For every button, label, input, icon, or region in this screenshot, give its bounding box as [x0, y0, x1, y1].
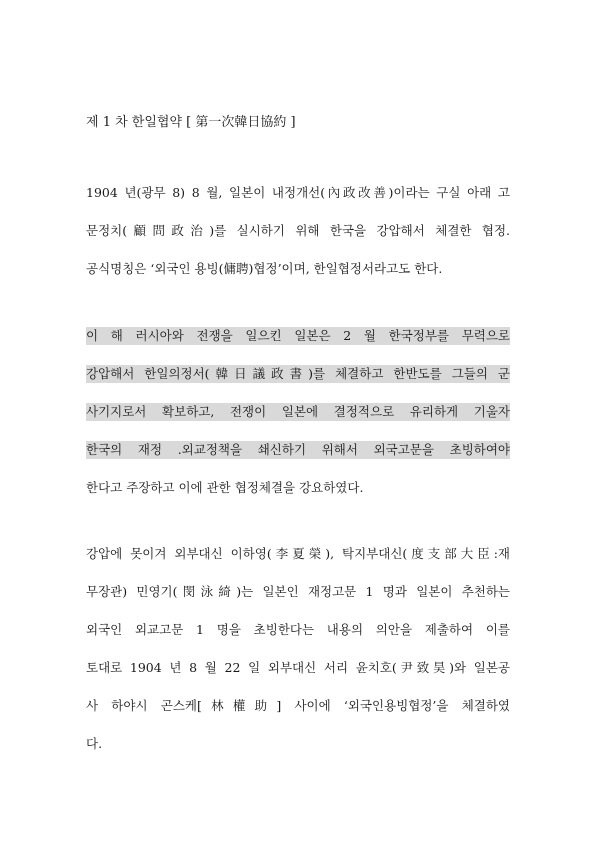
paragraph-1	[86, 184, 510, 298]
highlighted-line: 사기지로서 확보하고, 전쟁이 일본에 결정적으로 유리하게 기울자	[86, 404, 510, 419]
paragraph-line: 강압에 못이겨 외부대신 이하영(李夏榮), 탁지부대신(度支部大臣:재	[86, 546, 510, 561]
paragraph-3	[86, 545, 510, 773]
paragraph-line: 1904 년(광무 8) 8 월, 일본이 내정개선(內政改善)이라는 구실 아래 고	[86, 185, 510, 200]
paragraph-line: 문정치(顧問政治)를 실시하기 위해 한국을 강압해서 체결한 협정.	[86, 223, 510, 238]
paragraph-line: 토대로 1904 년 8 월 22 일 외부대신 서리 윤치호(尹致昊)와 일본공	[86, 660, 510, 675]
paragraph-2-highlighted	[86, 327, 510, 517]
highlighted-line: 강압해서 한일의정서(韓日議政書)를 체결하고 한반도를 그들의 군	[86, 366, 510, 381]
paragraph-line: 다.	[86, 736, 103, 751]
paragraph-line: 사 하야시 곤스케[林權助] 사이에 ‘외국인용빙협정’을 체결하였	[86, 698, 510, 713]
paragraph-line: 외국인 외교고문 1 명을 초빙한다는 내용의 의안을 제출하여 이를	[86, 622, 510, 637]
document-title: 제 1 차 한일협약 [ 第一次韓日協約 ]	[86, 115, 296, 130]
paragraph-line: 공식명칭은 ‘외국인 용빙(傭聘)협정’이며, 한일협정서라고도 한다.	[86, 261, 443, 276]
paragraph-line: 한다고 주장하고 이에 관한 협정체결을 강요하였다.	[86, 480, 364, 495]
highlighted-line: 이 해 러시아와 전쟁을 일으킨 일본은 2 월 한국정부를 무력으로	[86, 328, 510, 343]
highlighted-line: 한국의 재정 .외교정책을 쇄신하기 위해서 외국고문을 초빙하여야	[86, 442, 510, 457]
paragraph-line: 무장관) 민영기(閔泳綺)는 일본인 재정고문 1 명과 일본이 추천하는	[86, 584, 510, 599]
